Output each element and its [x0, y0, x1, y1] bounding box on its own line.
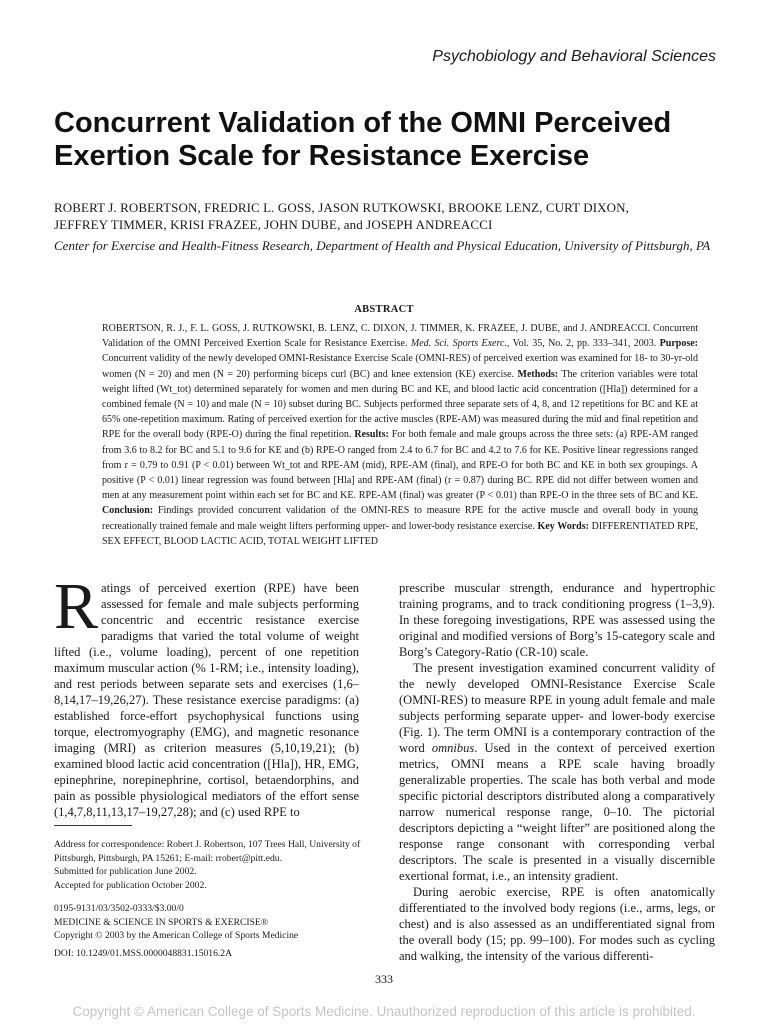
- journal-section-label: Psychobiology and Behavioral Sciences: [432, 48, 716, 65]
- abstract-heading: ABSTRACT: [354, 304, 414, 315]
- author-list-line-1: ROBERT J. ROBERTSON, FREDRIC L. GOSS, JASON RUTKOWSKI, BROOKE LENZ, CURT DIXON,: [54, 200, 629, 215]
- footnote-journal: MEDICINE & SCIENCE IN SPORTS & EXERCISE®: [54, 916, 269, 928]
- article-title-line-2: Exertion Scale for Resistance Exercise: [54, 140, 590, 172]
- footnote-correspondence: Address for correspondence: Robert J. Robertson, 107 Trees Hall, University of Pittsburgh, Pittsburgh, PA 15261; E-mail: rrobert@pitt.edu.: [54, 839, 361, 864]
- abstract-conclusion-label: Conclusion:: [102, 505, 154, 517]
- page-number: 333: [375, 972, 393, 986]
- abstract-purpose-label: Purpose:: [659, 338, 698, 350]
- abstract-methods-label: Methods:: [517, 368, 559, 380]
- abstract-journal-ref: Med. Sci. Sports Exerc.: [410, 338, 507, 350]
- body-paragraph-aerobic: During aerobic exercise, RPE is often anatomically differentiated to the involved body regions (i.e., arms, legs, or chest) and is also assessed as an undifferentiated signal from the overall body (15; pp. 99–100). For modes such as cycling and walking, the intensity of the various differenti-: [399, 885, 715, 963]
- abstract-volume-ref: , Vol. 35, No. 2, pp. 333–341, 2003.: [506, 338, 657, 350]
- body-paragraph-omni: [399, 660, 715, 884]
- footnotes: [54, 838, 364, 960]
- footnote-accepted: Accepted for publication October 2002.: [54, 879, 207, 891]
- drop-cap: R: [54, 570, 99, 643]
- author-affiliation: Center for Exercise and Health-Fitness Research, Department of Health and Physical Education, University of Pittsburgh, PA: [54, 238, 711, 253]
- footnote-divider: [54, 825, 132, 826]
- article-title-line-1: Concurrent Validation of the OMNI Perceived: [54, 107, 672, 139]
- author-list: [54, 199, 734, 233]
- abstract-body: [102, 321, 698, 549]
- body-column-left: [54, 570, 359, 820]
- abstract-results-label: Results:: [354, 429, 389, 441]
- footnote-doi: DOI: 10.1249/01.MSS.0000048831.15016.2A: [54, 947, 233, 959]
- body-paragraph-continued: prescribe muscular strength, endurance and hypertrophic training programs, and to track conditioning progress (1–3,9). In these foregoing investigations, RPE was assessed using the original and modified versions of Borg’s 15-category scale and Borg’s Category-Ratio (CR-10) scale.: [399, 581, 715, 659]
- copyright-watermark: Copyright © American College of Sports Medicine. Unauthorized reproduction of this article is prohibited.: [72, 1004, 696, 1019]
- body-column-right: [399, 580, 715, 964]
- abstract-results-text: For both female and male groups across the three sets: (a) RPE-AM ranged from 3.6 to 8.2 for BC and 5.1 to 9.6 for KE and (b) RPE-O ranged from 2.4 to 6.7 for BC and 4.2 to 7.6 for KE. Positive linear regressions ranged from r = 0.79 to 0.91 (P < 0.01) between Wt_tot and RPE-AM (mid), RPE-AM (final), and RPE-O for both BC and KE in both sex groupings. A positive (P < 0.01) linear regression was found between [Hla] and RPE-AM (final) (r = 0.87) during BC. RPE did not differ between women and men at any measurement point within each set for BC and KE. RPE-AM (final) was greater (P < 0.01) than RPE-O in the three sets of BC and KE.: [102, 429, 698, 502]
- body-paragraph-omni-b: . Used in the context of perceived exertion metrics, OMNI means a RPE scale having broadly generalizable properties. The scale has both verbal and mode specific pictorial descriptors distributed along a comparatively narrow numerical response range, 0–10. The pictorial descriptors depicting a “weight lifter” are positioned along the response range consonant with corresponding verbal descriptors. The scale is presented in a visually discernible exertional format, i.e., an intensity gradient.: [399, 741, 715, 883]
- author-list-line-2: JEFFREY TIMMER, KRISI FRAZEE, JOHN DUBE, and JOSEPH ANDREACCI: [54, 217, 493, 232]
- abstract-keywords-text: DIFFERENTIATED RPE, SEX EFFECT, BLOOD LACTIC ACID, TOTAL WEIGHT LIFTED: [102, 520, 698, 547]
- body-paragraph-omni-a: The present investigation examined concurrent validity of the newly developed OMNI-Resistance Exercise Scale (OMNI-RES) to measure RPE in young adult female and male subjects performing separate upper- and lower-body exercise (Fig. 1). The term OMNI is a contemporary contraction of the word: [399, 661, 715, 755]
- abstract-keywords-label: Key Words:: [537, 520, 589, 532]
- abstract-citation: ROBERTSON, R. J., F. L. GOSS, J. RUTKOWSKI, B. LENZ, C. DIXON, J. TIMMER, K. FRAZEE, J. DUBE, and J. ANDREACCI. Concurrent Validation of the OMNI Perceived Exertion Scale for Resistance Exercise.: [102, 323, 698, 350]
- body-paragraph-intro-text: atings of perceived exertion (RPE) have been assessed for female and male subjects performing concentric and eccentric resistance exercise paradigms that varied the total volume of weight lifted (i.e., volume loading), percent of one repetition maximum muscular action (% 1-RM; i.e., intensity loading), and rest periods between separate sets and exercises (1,6–8,14,17–19,26,27). These resistance exercise paradigms: (a) established force-effort psychophysical functions using torque, electromyography (EMG), and magnetic resonance imaging (MRI) as criterion measures (5,10,19,21); (b) examined blood lactic acid concentration ([Hla]), HR, EMG, epinephrine, norepinephrine, cortisol, betaendorphins, and pain as possible physiological mediators of the effort sense (1,4,7,8,11,13,17–19,27,28); and (c) used RPE to: [54, 581, 359, 819]
- footnote-submitted: Submitted for publication June 2002.: [54, 866, 197, 877]
- body-paragraph-omni-italic: omnibus: [431, 741, 475, 755]
- abstract-conclusion-text: Findings provided concurrent validation of the OMNI-RES to measure RPE for the active muscle and overall body in young recreationally trained female and male weight lifters performing upper- and lower-body resistance exercise.: [102, 505, 699, 532]
- abstract-methods-text: The criterion variables were total weight lifted (Wt_tot) determined separately for women and men during BC and KE, and blood lactic acid concentration ([Hla]) determined for a combined female (N = 10) and male (N = 10) subset during BC. Subjects performed three separate sets of 4, 8, and 12 repetitions for BC and KE at 65% one-repetition maximum. Rating of perceived exertion for the active muscles (RPE-AM) was measured during the mid and final repetition and RPE for the overall body (RPE-O) during the final repetition.: [102, 368, 698, 441]
- article-title: [54, 107, 734, 173]
- abstract-purpose-text: Concurrent validity of the newly developed OMNI-Resistance Exercise Scale (OMNI-RES) of perceived exertion was examined for 18- to 30-yr-old women (N = 20) and men (N = 20) performing biceps curl (BC) and knee extension (KE) exercise.: [102, 353, 698, 380]
- footnote-code: 0195-9131/03/3502-0333/$3.00/0: [54, 903, 184, 914]
- body-paragraph-intro: [54, 570, 359, 820]
- footnote-copyright: Copyright © 2003 by the American College of Sports Medicine: [54, 930, 299, 941]
